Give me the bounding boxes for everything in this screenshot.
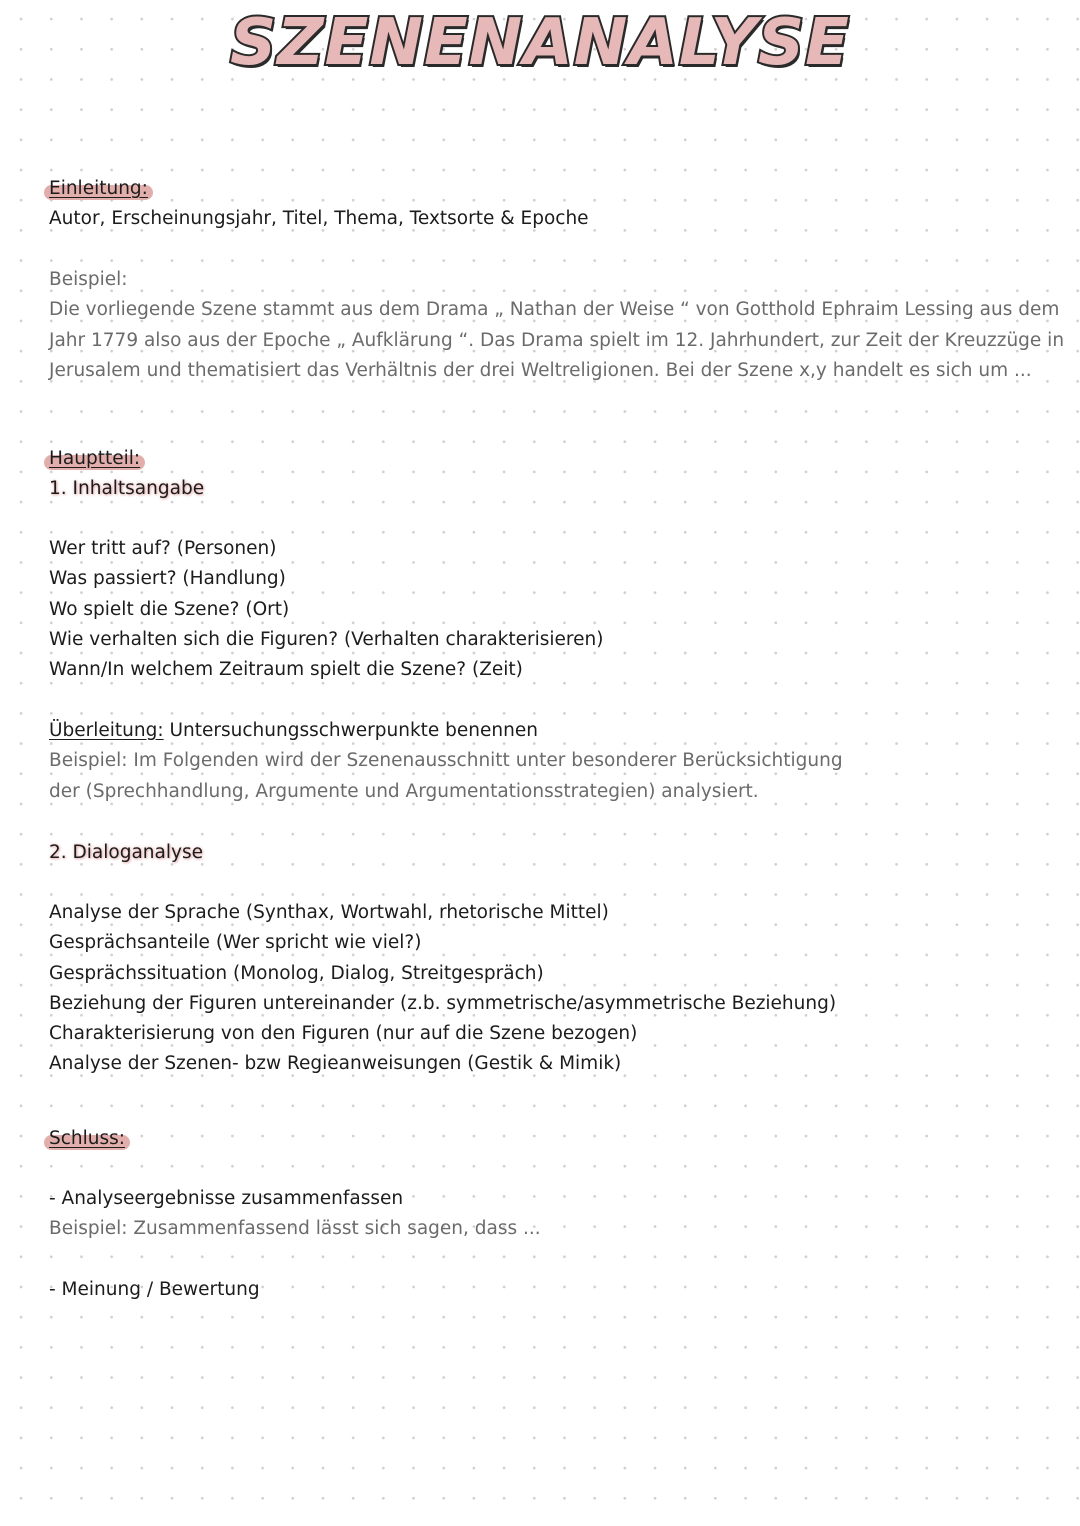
list-item: Analyse der Szenen- bzw Regieanweisungen (Gestik & Mimik) — [49, 1053, 622, 1075]
example-line: Jahr 1779 also aus der Epoche „ Aufklärung “. Das Drama spielt im 12. Jahrhundert, zur Zeit der Kreuzzüge in — [49, 329, 1065, 351]
transition-example-line: Beispiel: Im Folgenden wird der Szenenausschnitt unter besonderer Berücksichtigung — [49, 750, 843, 772]
heading-schluss: Schluss: — [49, 1124, 125, 1154]
page-title: SZENENANALYSE — [230, 6, 850, 80]
list-item: Charakterisierung von den Figuren (nur auf die Szene bezogen) — [49, 1023, 638, 1045]
list-item: Wann/In welchem Zeitraum spielt die Szene? (Zeit) — [49, 659, 523, 681]
schluss-content — [49, 1184, 1029, 1305]
transition-example-line: der (Sprechhandlung, Argumente und Argumentationsstrategien) analysiert. — [49, 780, 759, 802]
section-dialoganalyse — [49, 838, 1029, 868]
list-item: Was passiert? (Handlung) — [49, 568, 286, 590]
list-item: Wo spielt die Szene? (Ort) — [49, 598, 290, 620]
schluss-point: - Meinung / Bewertung — [49, 1278, 260, 1300]
list-item: Gesprächsanteile (Wer spricht wie viel?) — [49, 932, 422, 954]
schluss-example: Beispiel: Zusammenfassend lässt sich sagen, dass ... — [49, 1218, 541, 1240]
schluss-point: - Analyseergebnisse zusammenfassen — [49, 1188, 404, 1209]
list-item: Wer tritt auf? (Personen) — [49, 538, 277, 559]
example-line: Die vorliegende Szene stammt aus dem Drama „ Nathan der Weise “ von Gotthold Ephraim Lessing aus dem — [49, 299, 1060, 321]
einleitung-example — [49, 265, 1065, 386]
einleitung-content: Autor, Erscheinungsjahr, Titel, Thema, Textsorte & Epoche — [49, 208, 589, 230]
list-item: Beziehung der Figuren untereinander (z.b. symmetrische/asymmetrische Beziehung) — [49, 992, 837, 1014]
heading-einleitung: Einleitung: — [49, 174, 148, 204]
example-line: Jerusalem und thematisiert das Verhältnis der drei Weltreligionen. Bei der Szene x,y handelt es sich um ... — [49, 359, 1032, 381]
section-hauptteil — [49, 444, 1029, 505]
transition-text: Untersuchungsschwerpunkte benennen — [163, 720, 538, 741]
section-title-inhaltsangabe: 1. Inhaltsangabe — [49, 478, 205, 500]
example-label: Beispiel: — [49, 269, 128, 290]
list-item: Analyse der Sprache (Synthax, Wortwahl, rhetorische Mittel) — [49, 902, 609, 923]
dialoganalyse-list — [49, 898, 1029, 1080]
section-title-dialoganalyse: 2. Dialoganalyse — [49, 842, 203, 863]
list-item: Wie verhalten sich die Figuren? (Verhalten charakterisieren) — [49, 628, 604, 650]
list-item: Gesprächssituation (Monolog, Dialog, Streitgespräch) — [49, 962, 544, 984]
transition-label: Überleitung: — [49, 720, 164, 741]
inhaltsangabe-list — [49, 534, 1029, 685]
heading-hauptteil: Hauptteil: — [49, 444, 140, 474]
section-schluss — [49, 1124, 1029, 1154]
transition-block — [49, 716, 1029, 807]
section-einleitung — [49, 174, 1029, 235]
